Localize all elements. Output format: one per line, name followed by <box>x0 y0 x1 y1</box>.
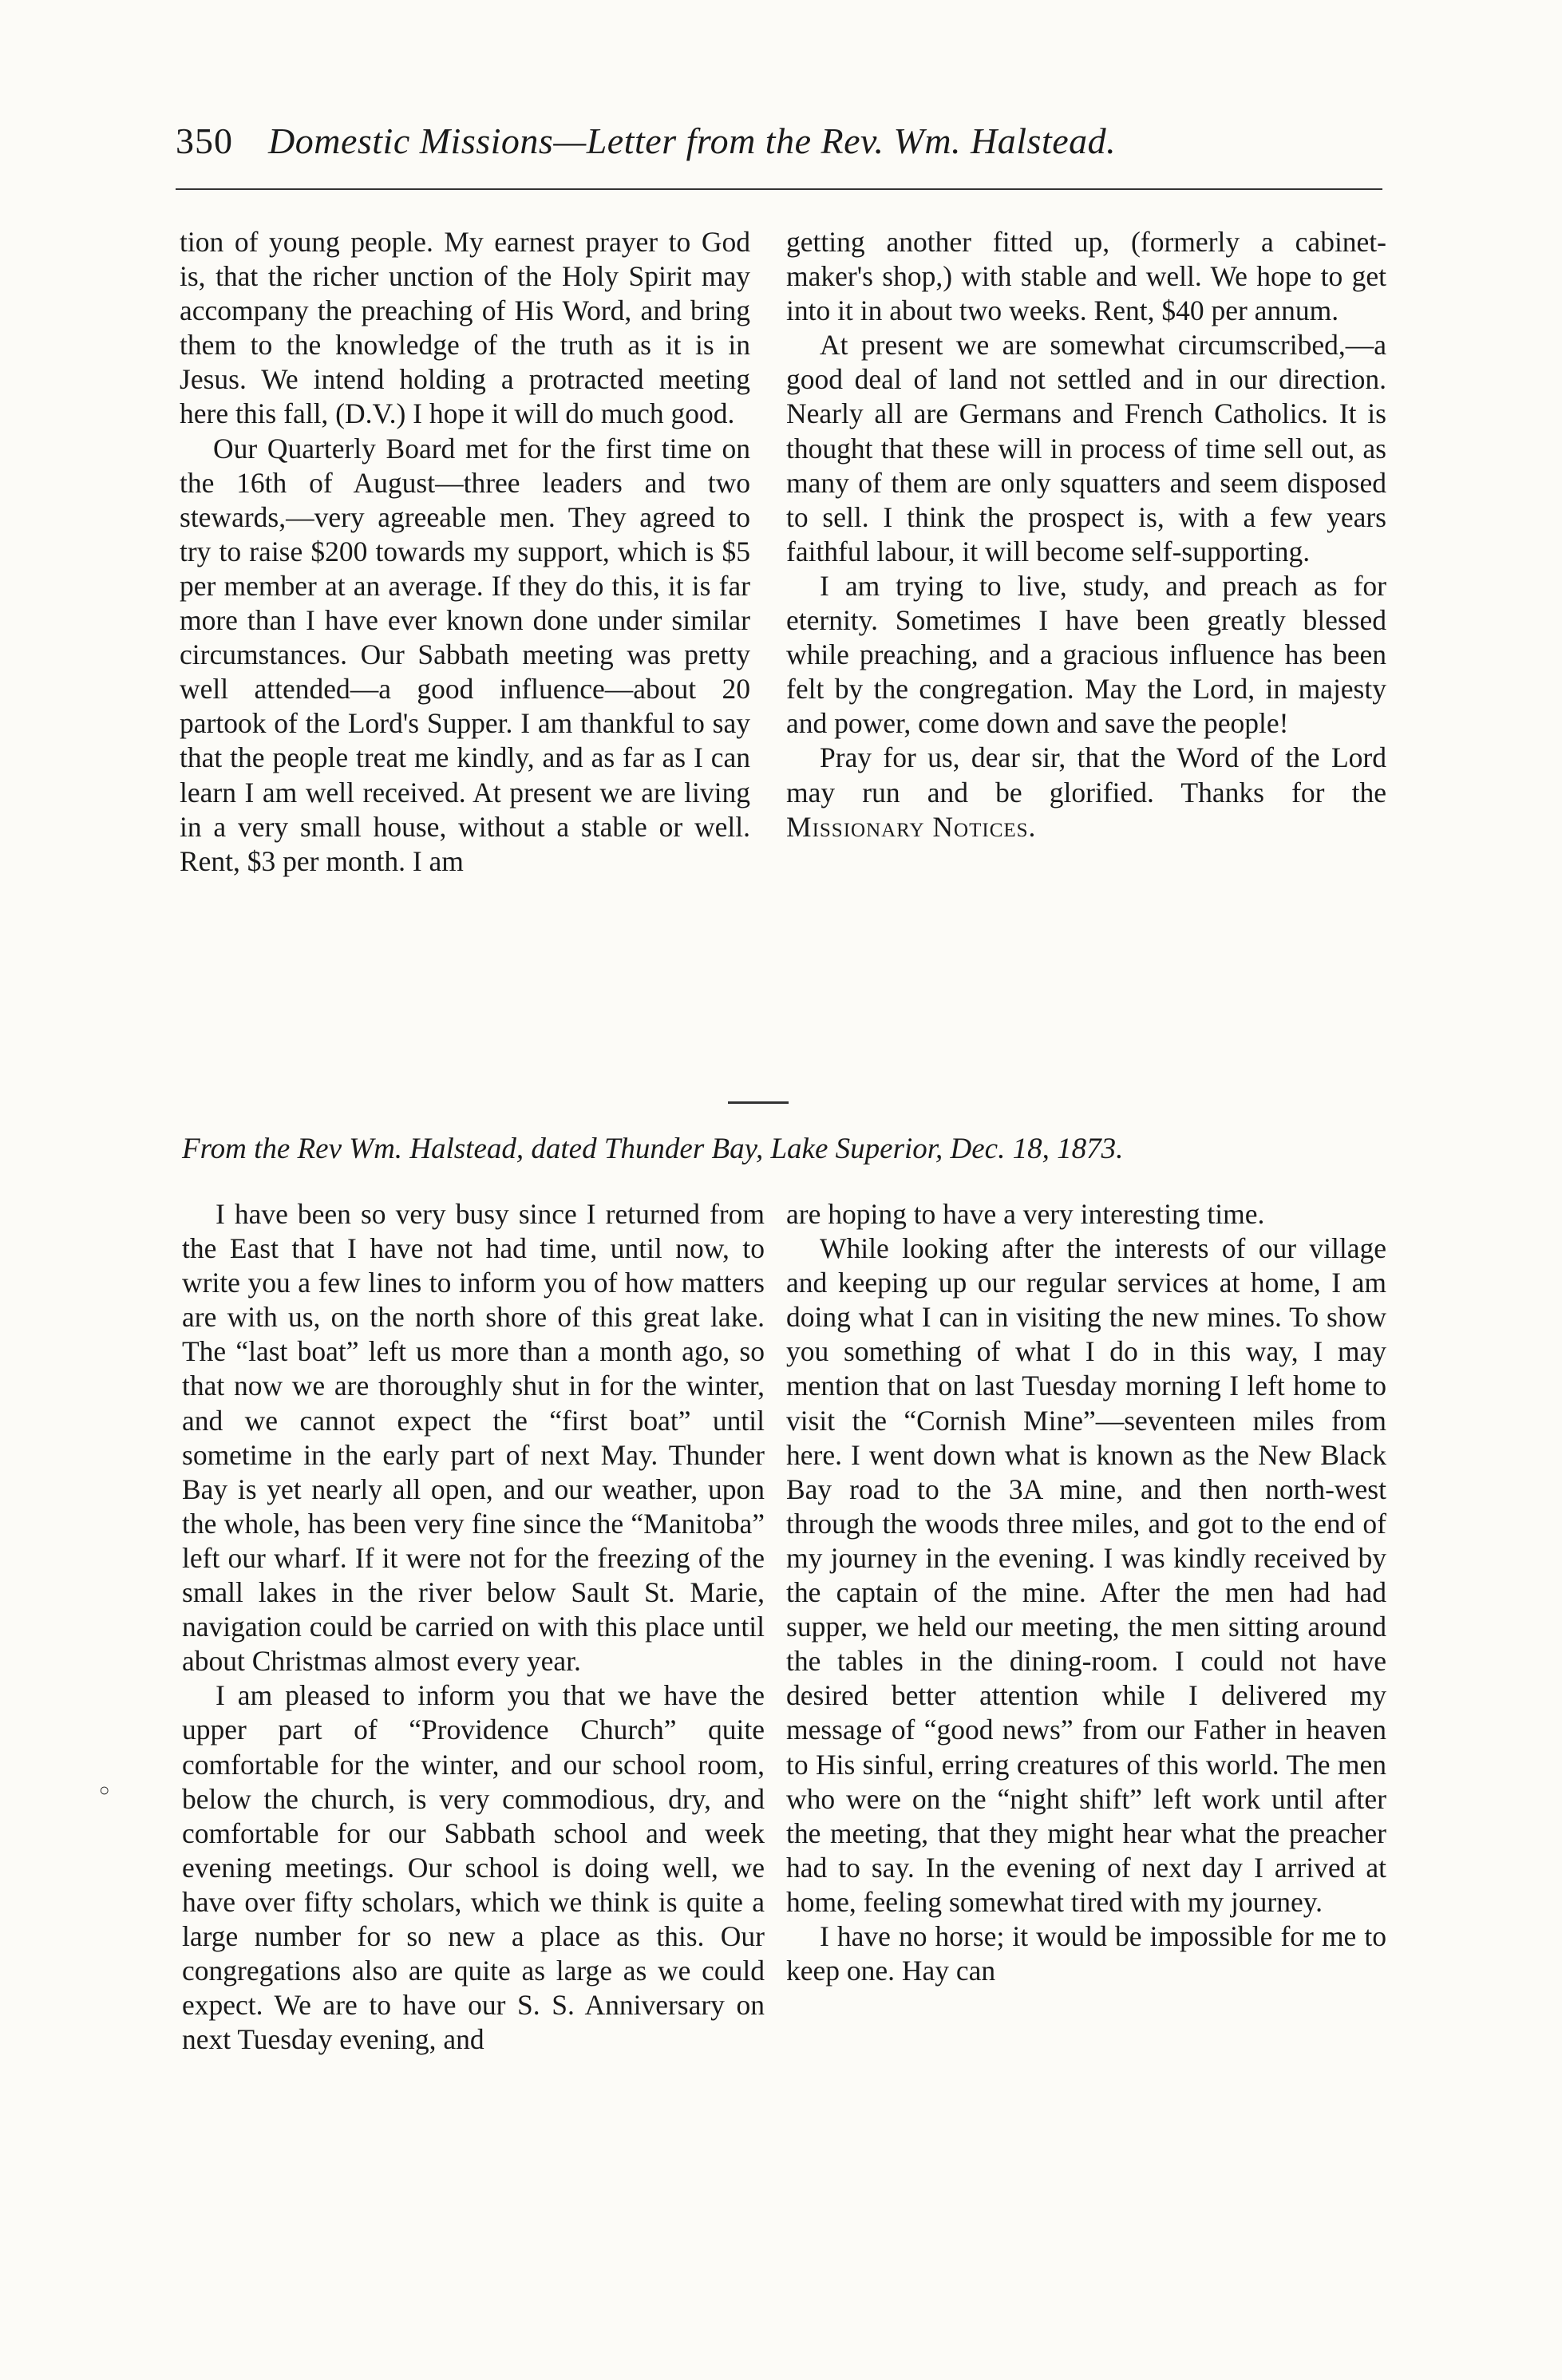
margin-circle-mark: ○ <box>99 1780 110 1800</box>
paragraph: getting another fitted up, (formerly a cabinet-maker's shop,) with stable and well. We hope to get into it in about two weeks. Rent, $40 per annum. <box>786 226 1386 327</box>
paragraph: I am trying to live, study, and preach as for eternity. Sometimes I have been greatly blessed while preaching, and a gracious influence has been felt by the congregation. May the Lord, in majesty and power, come down and save the people! <box>786 569 1386 740</box>
paragraph: I have no horse; it would be impossible for me to keep one. Hay can <box>786 1919 1386 1987</box>
paragraph-text: Pray for us, dear sir, that the Word of the Lord may run and be glorified. Thanks for the <box>786 741 1386 808</box>
missionary-notices-title: Missionary Notices. <box>786 810 1037 843</box>
paragraph: are hoping to have a very interesting time. <box>786 1198 1265 1230</box>
letter1-left-column <box>180 225 750 879</box>
page-number: 350 <box>176 121 233 161</box>
running-title: Domestic Missions—Letter from the Rev. Wm. Halstead. <box>268 121 1117 161</box>
paragraph: I am pleased to inform you that we have the upper part of “Providence Church” quite comfortable for the winter, and our school room, below the church, is very commodious, dry, and comfortable for our Sabbath school and week evening meetings. Our school is doing well, we have over fifty scholars, which we think is quite a large number for so new a place as this. Our congregations also are quite as large as we could expect. We are to have our S. S. Anniversary on next Tuesday evening, and <box>182 1679 765 2056</box>
section-divider <box>728 1101 789 1104</box>
running-header <box>176 120 1389 176</box>
letter-dateline: From the Rev Wm. Halstead, dated Thunder Bay, Lake Superior, Dec. 18, 1873. <box>182 1133 1124 1165</box>
paragraph: At present we are somewhat circumscribed,—a good deal of land not settled and in our direction. Nearly all are Germans and French Catholics. It is thought that these will in process of time sell out, as many of them are only squatters and seem disposed to sell. I think the prospect is, with a few years faithful labour, it will become self-supporting. <box>786 329 1386 567</box>
paragraph: tion of young people. My earnest prayer to God is, that the richer unction of the Holy Spirit may accompany the preaching of His Word, and bring them to the knowledge of the truth as it is in Jesus. We intend holding a protracted meeting here this fall, (D.V.) I hope it will do much good. <box>180 226 750 430</box>
paragraph: Our Quarterly Board met for the first time on the 16th of August—three leaders and two stewards,—very agreeable men. They agreed to try to raise $200 towards my support, which is $5 per member at an average. If they do this, it is far more than I have ever known done under similar circumstances. Our Sabbath meeting was pretty well attended—a good influence—about 20 partook of the Lord's Supper. I am thankful to say that the people treat me kindly, and as far as I can learn I am well received. At present we are living in a very small house, without a stable or well. Rent, $3 per month. I am <box>180 432 750 877</box>
closing-paragraph <box>786 741 1386 844</box>
letter2-left-column <box>182 1197 765 2057</box>
header-rule <box>176 188 1382 190</box>
paragraph: While looking after the interests of our village and keeping up our regular services at home, I am doing what I can in visiting the new mines. To show you something of what I do in this way, I may mention that on last Tuesday morning I left home to visit the “Cornish Mine”—seventeen miles from here. I went down what is known as the New Black Bay road to the 3A mine, and then north-west through the woods three miles, and got to the end of my journey in the evening. I was kindly received by the captain of the mine. After the men had had supper, we held our meeting, the men sitting around the tables in the dining-room. I could not have desired better attention while I delivered my message of “good news” from our Father in heaven to His sinful, erring creatures of this world. The men who were on the “night shift” left work until after the meeting, that they might hear what the preacher had to say. In the evening of next day I arrived at home, feeling somewhat tired with my journey. <box>786 1232 1386 1918</box>
paragraph: I have been so very busy since I returned from the East that I have not had time, until now, to write you a few lines to inform you of how matters are with us, on the north shore of this great lake. The “last boat” left us more than a month ago, so that now we are thoroughly shut in for the winter, and we cannot expect the “first boat” until sometime in the early part of next May. Thunder Bay is yet nearly all open, and our weather, upon the whole, has been very fine since the “Manitoba” left our wharf. If it were not for the freezing of the small lakes in the river below Sault St. Marie, navigation could be carried on with this place until about Christmas almost every year. <box>182 1198 765 1678</box>
letter2-right-column <box>786 1197 1386 1988</box>
letter1-right-column <box>786 225 1386 844</box>
